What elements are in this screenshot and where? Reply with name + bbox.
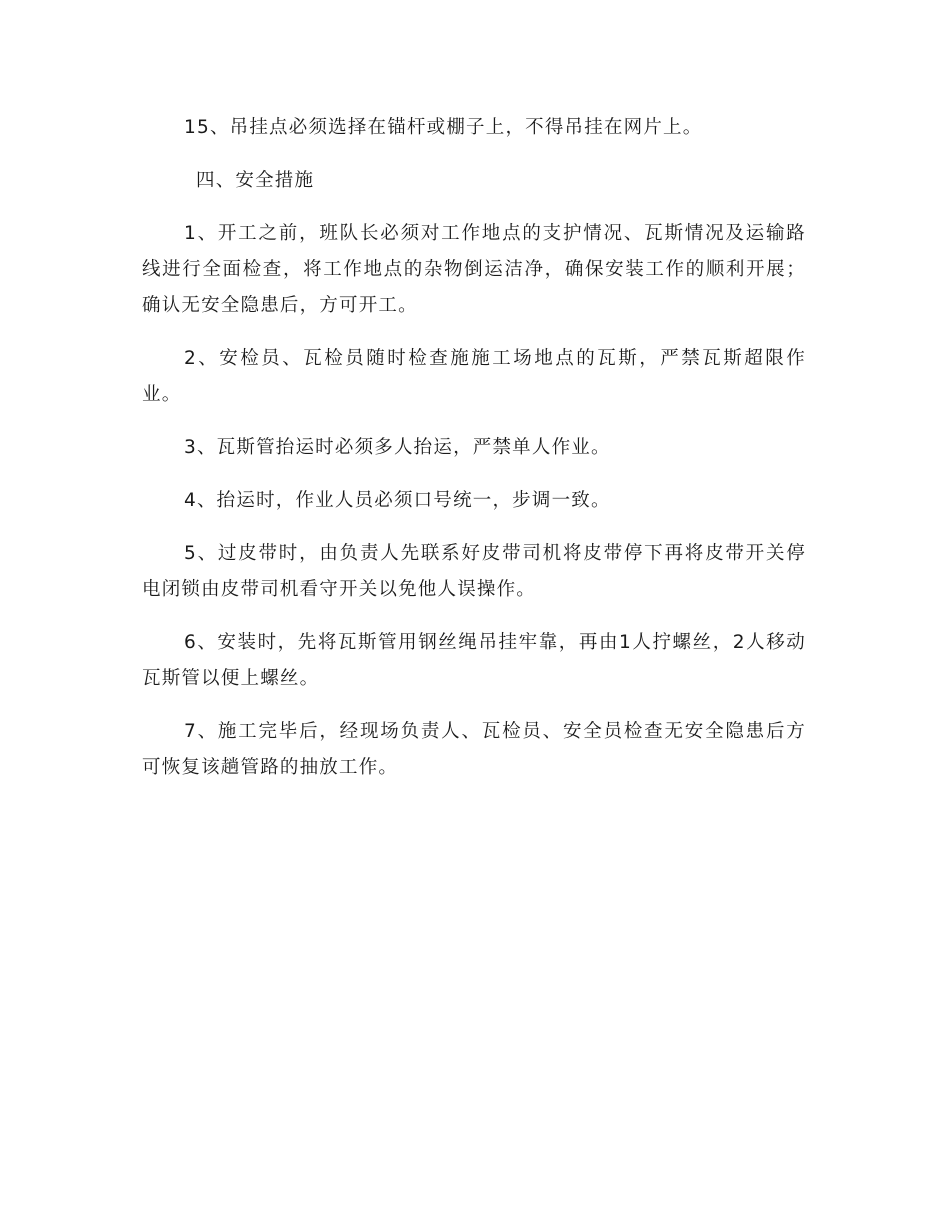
paragraph-item-3: 3、瓦斯管抬运时必须多人抬运，严禁单人作业。 bbox=[184, 437, 611, 458]
paragraph-item-4: 4、抬运时，作业人员必须口号统一，步调一致。 bbox=[184, 490, 611, 511]
paragraph-item-7: 7、施工完毕后，经现场负责人、瓦检员、安全员检查无安全隐患后方可恢复该趟管路的抽放工作。 bbox=[142, 721, 806, 778]
paragraph-item-1: 1、开工之前，班队长必须对工作地点的支护情况、瓦斯情况及运输路线进行全面检查，将工作地点的杂物倒运洁净，确保安装工作的顺利开展；确认无安全隐患后，方可开工。 bbox=[142, 223, 806, 316]
document-body bbox=[142, 110, 806, 803]
paragraph-item-6: 6、安装时，先将瓦斯管用钢丝绳吊挂牢靠，再由1人拧螺丝，2人移动瓦斯管以便上螺丝。 bbox=[142, 632, 806, 689]
paragraph-item-5: 5、过皮带时，由负责人先联系好皮带司机将皮带停下再将皮带开关停电闭锁由皮带司机看守开关以免他人误操作。 bbox=[142, 543, 806, 600]
paragraph-item-2: 2、安检员、瓦检员随时检查施施工场地点的瓦斯，严禁瓦斯超限作业。 bbox=[142, 348, 806, 405]
section-heading-safety-measures: 四、安全措施 bbox=[196, 170, 315, 191]
paragraph-item-15: 15、吊挂点必须选择在锚杆或棚子上，不得吊挂在网片上。 bbox=[184, 117, 703, 138]
